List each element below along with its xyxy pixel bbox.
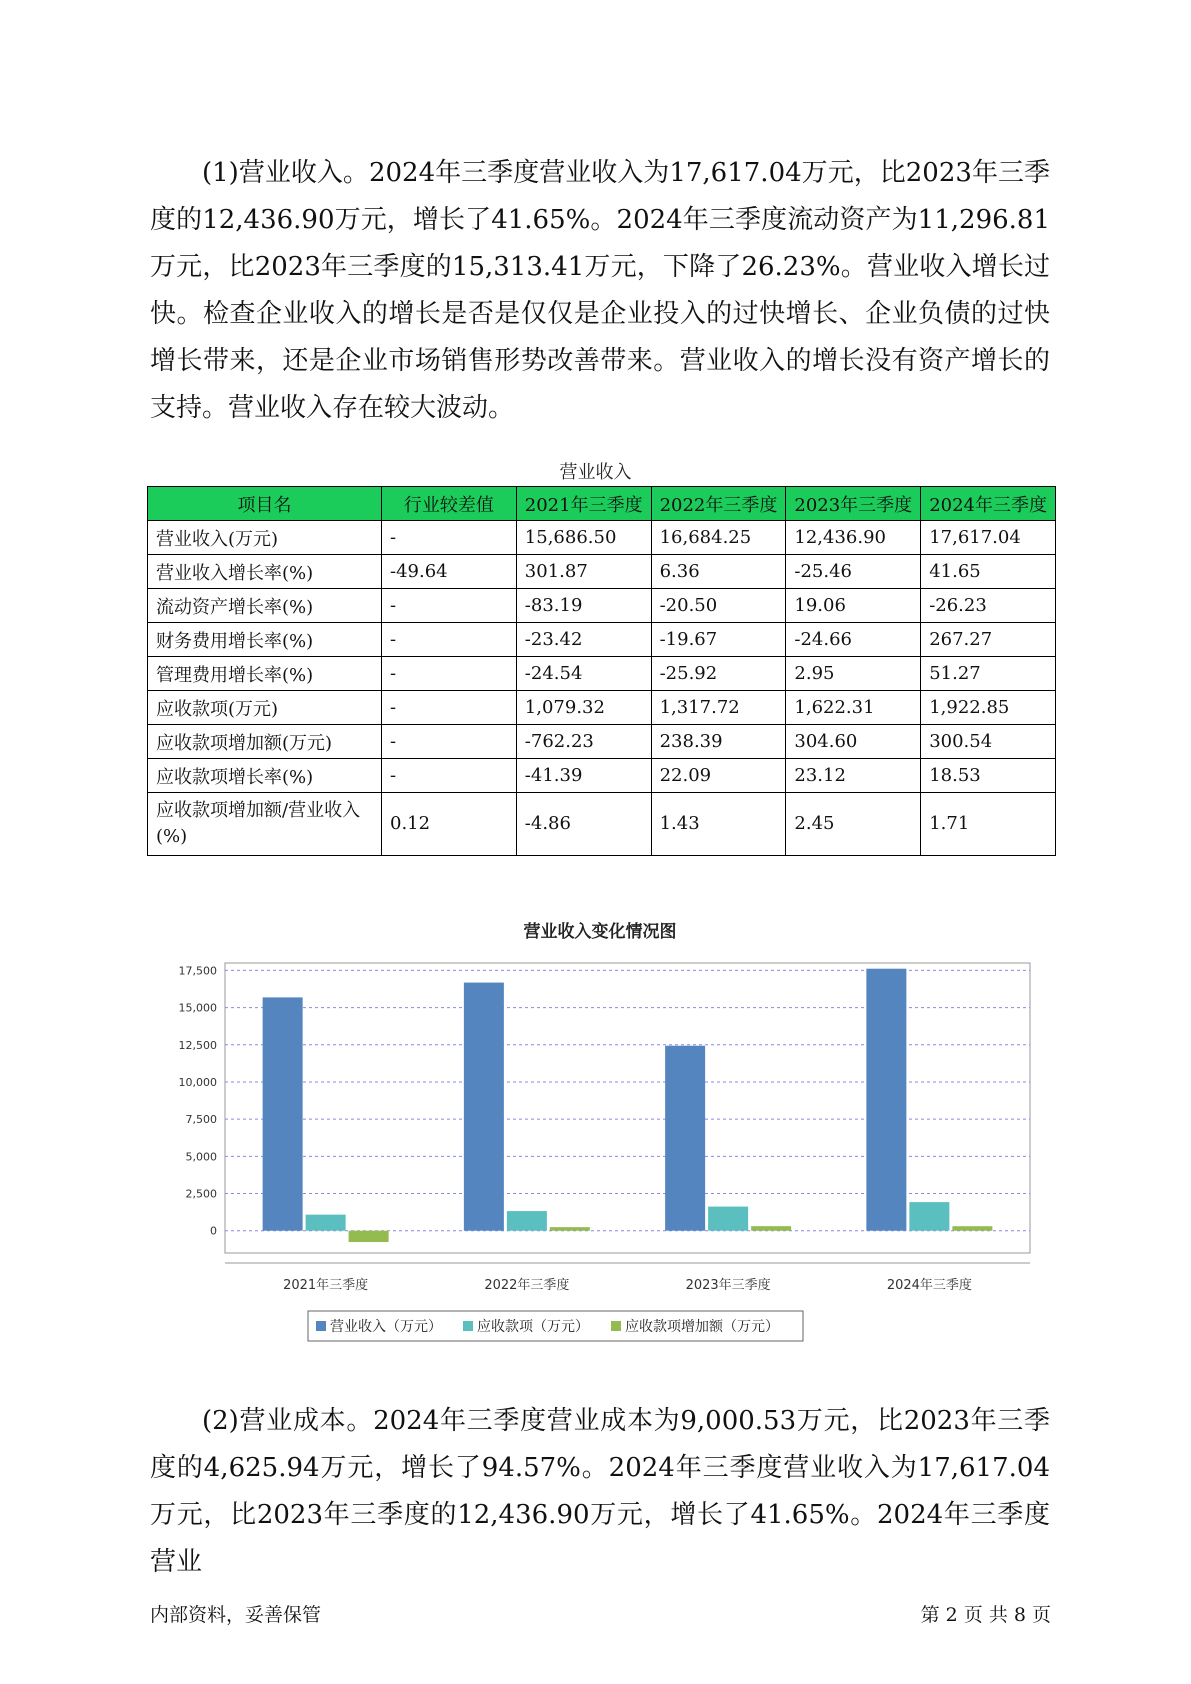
table-cell: 6.36 (651, 555, 786, 589)
table-cell: -4.86 (516, 793, 651, 856)
paragraph-cost: (2)营业成本。2024年三季度营业成本为9,000.53万元，比2023年三季度的4,625.94万元，增长了94.57%。2024年三季度营业收入为17,617.04万元，比2023年三季度的12,436.90万元，增长了41.65%。2024年三季度营业 (150, 1406, 1050, 1577)
table-cell: 1.43 (651, 793, 786, 856)
table-cell: -26.23 (921, 589, 1056, 623)
table-cell: 22.09 (651, 759, 786, 793)
bar-2-1 (306, 1215, 346, 1231)
footer-confidential: 内部资料，妥善保管 (150, 1604, 322, 1626)
table-cell: 应收款项增长率(%) (148, 759, 382, 793)
legend-label: 应收款项（万元） (477, 1319, 589, 1335)
table-cell: 1.71 (921, 793, 1056, 856)
header-2024q3: 2024年三季度 (921, 487, 1056, 521)
header-item-name: 项目名 (148, 487, 382, 521)
table-cell: 应收款项(万元) (148, 691, 382, 725)
table-row (148, 793, 1056, 856)
paragraph-revenue: (1)营业收入。2024年三季度营业收入为17,617.04万元，比2023年三季度的12,436.90万元，增长了41.65%。2024年三季度流动资产为11,296.81万元，比2023年三季度的15,313.41万元，下降了26.23%。营业收入增长过快。检查企业收入的增长是否是仅仅是企业投入的过快增长、企业负债的过快增长带来，还是企业市场销售形势改善带来。营业收入的增长没有资产增长的支持。营业收入存在较大波动。 (150, 158, 1050, 423)
header-2021q3: 2021年三季度 (516, 487, 651, 521)
bar-1-2 (464, 983, 504, 1231)
plot-area (225, 963, 1030, 1253)
table-cell: 238.39 (651, 725, 786, 759)
header-2023q3: 2023年三季度 (786, 487, 921, 521)
revenue-table (147, 486, 1056, 856)
table-cell: -20.50 (651, 589, 786, 623)
bar-1-1 (263, 997, 303, 1230)
table-cell: 流动资产增长率(%) (148, 589, 382, 623)
table-cell: 管理费用增长率(%) (148, 657, 382, 691)
table-row (148, 521, 1056, 555)
table-cell: 16,684.25 (651, 521, 786, 555)
bar-2-4 (909, 1202, 949, 1231)
table-cell: 304.60 (786, 725, 921, 759)
y-tick-label: 12,500 (178, 1038, 217, 1052)
table-cell: 0.12 (382, 793, 517, 856)
x-tick-label: 2023年三季度 (685, 1278, 771, 1293)
table-cell: 267.27 (921, 623, 1056, 657)
table-cell: -25.46 (786, 555, 921, 589)
table-cell: -23.42 (516, 623, 651, 657)
legend-swatch (316, 1321, 326, 1331)
table-cell: - (382, 759, 517, 793)
chart-legend (308, 1311, 803, 1341)
table-cell: 18.53 (921, 759, 1056, 793)
y-axis-ticks (179, 964, 218, 1237)
table-cell: 营业收入(万元) (148, 521, 382, 555)
legend-label: 营业收入（万元） (330, 1319, 442, 1335)
table-cell: 19.06 (786, 589, 921, 623)
bar-3-1 (349, 1231, 389, 1242)
table-cell: 41.65 (921, 555, 1056, 589)
y-tick-label: 15,000 (178, 1001, 217, 1015)
legend-swatch (463, 1321, 473, 1331)
table-cell: -24.54 (516, 657, 651, 691)
table-cell: -49.64 (382, 555, 517, 589)
bar-2-2 (507, 1211, 547, 1231)
table-cell: -25.92 (651, 657, 786, 691)
table-cell: 1,079.32 (516, 691, 651, 725)
table-row (148, 691, 1056, 725)
table-cell: 300.54 (921, 725, 1056, 759)
bar-2-3 (708, 1207, 748, 1231)
table-row (148, 759, 1056, 793)
y-tick-label: 17,500 (178, 964, 217, 978)
table-cell: 301.87 (516, 555, 651, 589)
header-2022q3: 2022年三季度 (651, 487, 786, 521)
table-cell: 1,622.31 (786, 691, 921, 725)
table-cell: -19.67 (651, 623, 786, 657)
table-row (148, 623, 1056, 657)
x-tick-label: 2021年三季度 (283, 1278, 369, 1293)
table-cell: 12,436.90 (786, 521, 921, 555)
chart-svg (150, 905, 1050, 1360)
table-cell: 17,617.04 (921, 521, 1056, 555)
table-cell: -24.66 (786, 623, 921, 657)
x-axis-labels (283, 1277, 972, 1293)
table-cell: -762.23 (516, 725, 651, 759)
table-cell: - (382, 521, 517, 555)
table-cell: - (382, 657, 517, 691)
x-tick-label: 2024年三季度 (886, 1278, 972, 1293)
table-cell: 2.45 (786, 793, 921, 856)
x-tick-label: 2022年三季度 (484, 1278, 570, 1293)
y-tick-label: 5,000 (185, 1150, 217, 1164)
legend-label: 应收款项增加额（万元） (625, 1319, 779, 1335)
table-cell: - (382, 589, 517, 623)
table-caption: 营业收入 (559, 462, 632, 483)
bar-3-2 (550, 1227, 590, 1231)
table-cell: 应收款项增加额/营业收入(%) (148, 793, 382, 856)
table-cell: 1,922.85 (921, 691, 1056, 725)
bar-3-4 (952, 1226, 992, 1230)
y-tick-label: 7,500 (185, 1113, 217, 1127)
legend-swatch (611, 1321, 621, 1331)
y-tick-label: 2,500 (185, 1187, 217, 1201)
bar-3-3 (751, 1226, 791, 1231)
revenue-chart (150, 905, 1050, 1360)
table-cell: 23.12 (786, 759, 921, 793)
table-row (148, 657, 1056, 691)
table-cell: 51.27 (921, 657, 1056, 691)
table-cell: 应收款项增加额(万元) (148, 725, 382, 759)
table-row (148, 555, 1056, 589)
table-cell: 财务费用增长率(%) (148, 623, 382, 657)
bar-1-3 (665, 1046, 705, 1231)
table-cell: - (382, 725, 517, 759)
table-cell: - (382, 691, 517, 725)
table-cell: 15,686.50 (516, 521, 651, 555)
chart-title: 营业收入变化情况图 (523, 922, 677, 942)
table-row (148, 725, 1056, 759)
table-row (148, 589, 1056, 623)
y-tick-label: 10,000 (178, 1075, 217, 1089)
table-header-row (148, 487, 1056, 521)
bar-1-4 (866, 969, 906, 1231)
table-cell: - (382, 623, 517, 657)
y-tick-label: 0 (210, 1224, 217, 1238)
table-cell: 2.95 (786, 657, 921, 691)
table-cell: -41.39 (516, 759, 651, 793)
table-cell: -83.19 (516, 589, 651, 623)
footer-page-number: 第 2 页 共 8 页 (920, 1604, 1051, 1626)
header-industry-diff: 行业较差值 (382, 487, 517, 521)
table-cell: 1,317.72 (651, 691, 786, 725)
table-cell: 营业收入增长率(%) (148, 555, 382, 589)
